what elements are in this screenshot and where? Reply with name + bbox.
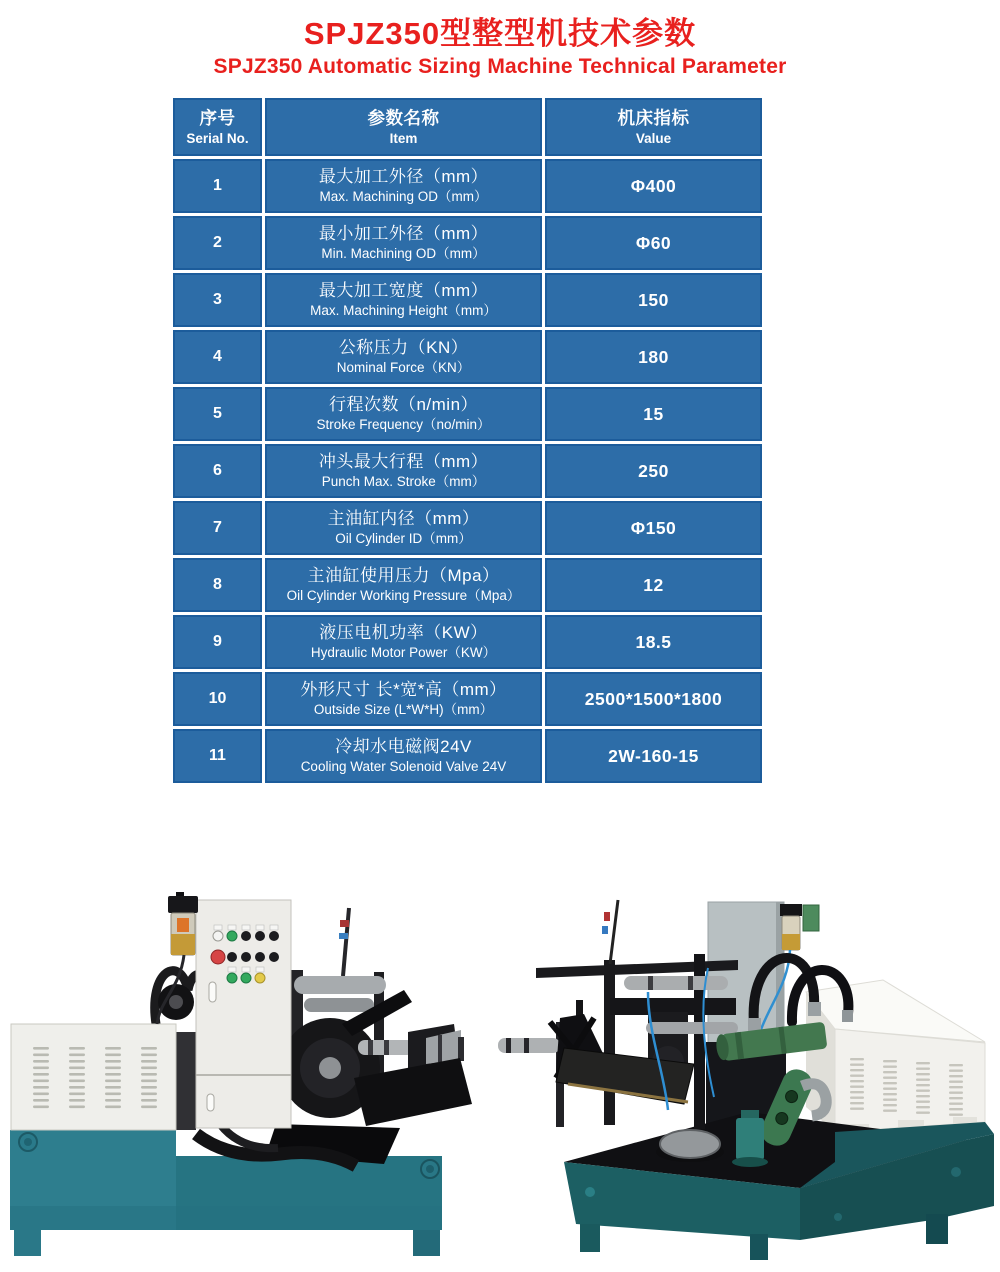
row-8-item-zh: 主油缸使用压力（Mpa）: [307, 566, 500, 586]
door-handle: [209, 982, 216, 1002]
row-10-item-zh: 外形尺寸 长*宽*高（mm）: [300, 680, 507, 700]
tank-bolt: [834, 1213, 842, 1221]
row-1-value: Φ400: [545, 159, 762, 213]
row-7-value: Φ150: [545, 501, 762, 555]
row-1-item: [265, 159, 542, 213]
green-button: [227, 973, 237, 983]
col-header-value-zh: 机床指标: [617, 107, 690, 128]
rear-rod: [339, 908, 349, 976]
control-cabinet: [196, 900, 291, 1128]
row-8-serial: 8: [173, 558, 262, 612]
spec-table: [173, 98, 759, 783]
row-11-item-zh: 冷却水电磁阀24V: [335, 737, 472, 757]
green-button: [227, 931, 237, 941]
emergency-stop-button: [211, 950, 225, 964]
row-5-item-en: Stroke Frequency（no/min）: [316, 417, 491, 433]
row-10-item: [265, 672, 542, 726]
row-10-item-en: Outside Size (L*W*H)（mm）: [313, 702, 494, 718]
row-3-value: 150: [545, 273, 762, 327]
col-header-item-en: Item: [389, 130, 418, 146]
row-11-value: 2W-160-15: [545, 729, 762, 783]
page-header: [0, 0, 1000, 79]
green-button: [241, 973, 251, 983]
row-9-item-en: Hydraulic Motor Power（KW）: [310, 645, 497, 661]
row-9-item: [265, 615, 542, 669]
col-header-serial: [173, 98, 262, 156]
green-bracket: [803, 905, 819, 931]
row-6-item-zh: 冲头最大行程（mm）: [318, 452, 489, 472]
electrical-cabinet: [806, 980, 985, 1132]
row-2-item-en: Min. Machining OD（mm）: [321, 246, 486, 262]
row-3-item-en: Max. Machining Height（mm）: [310, 303, 497, 319]
yellow-button: [255, 973, 265, 983]
machine-photo-right: [498, 872, 998, 1272]
selector-knob: [241, 952, 251, 962]
row-4-item-en: Nominal Force（KN）: [336, 360, 471, 376]
row-4-serial: 4: [173, 330, 262, 384]
row-6-item-en: Punch Max. Stroke（mm）: [321, 474, 486, 490]
rear-gap: [176, 1032, 196, 1130]
row-6-value: 250: [545, 444, 762, 498]
row-1-item-zh: 最大加工外径（mm）: [318, 167, 489, 187]
row-9-serial: 9: [173, 615, 262, 669]
row-8-item: [265, 558, 542, 612]
row-1-serial: 1: [173, 159, 262, 213]
support-disc: [660, 1130, 720, 1158]
machine-foot: [413, 1230, 440, 1256]
frame-machinery: [498, 900, 738, 1162]
row-8-item-en: Oil Cylinder Working Pressure（Mpa）: [286, 588, 521, 604]
white-button: [213, 931, 223, 941]
row-2-serial: 2: [173, 216, 262, 270]
page-title-zh: SPJZ350型整型机技术参数: [303, 16, 697, 51]
row-10-serial: 10: [173, 672, 262, 726]
row-4-item: [265, 330, 542, 384]
selector-knob: [241, 931, 251, 941]
row-4-value: 180: [545, 330, 762, 384]
col-header-value-en: Value: [635, 130, 672, 146]
tank-bolt: [951, 1167, 961, 1177]
machine-foot: [750, 1234, 768, 1260]
selector-knob: [227, 952, 237, 962]
row-7-item-zh: 主油缸内径（mm）: [327, 509, 480, 529]
row-2-item: [265, 216, 542, 270]
col-header-serial-en: Serial No.: [186, 130, 249, 146]
row-11-item-en: Cooling Water Solenoid Valve 24V: [300, 759, 507, 775]
row-6-item: [265, 444, 542, 498]
row-7-serial: 7: [173, 501, 262, 555]
row-5-item-zh: 行程次数（n/min）: [328, 395, 479, 415]
page-title-en: SPJZ350 Automatic Sizing Machine Technical Parameter: [213, 55, 787, 78]
machine-photo-left: [8, 872, 488, 1264]
col-header-item: [265, 98, 542, 156]
coolant-pump: [732, 1110, 768, 1167]
rear-rod: [610, 900, 618, 964]
row-10-value: 2500*1500*1800: [545, 672, 762, 726]
selector-knob: [269, 931, 279, 941]
col-header-item-zh: 参数名称: [367, 107, 440, 128]
row-2-item-zh: 最小加工外径（mm）: [318, 224, 489, 244]
col-header-serial-zh: 序号: [199, 107, 236, 128]
row-3-serial: 3: [173, 273, 262, 327]
row-11-serial: 11: [173, 729, 262, 783]
row-1-item-en: Max. Machining OD（mm）: [319, 189, 488, 205]
row-3-item-zh: 最大加工宽度（mm）: [318, 281, 489, 301]
col-header-value: [545, 98, 762, 156]
selector-knob: [255, 952, 265, 962]
row-5-value: 15: [545, 387, 762, 441]
row-9-item-zh: 液压电机功率（KW）: [319, 623, 488, 643]
row-7-item: [265, 501, 542, 555]
row-11-item: [265, 729, 542, 783]
selector-knob: [255, 931, 265, 941]
row-8-value: 12: [545, 558, 762, 612]
machine-photos: [0, 872, 1000, 1264]
row-2-value: Φ60: [545, 216, 762, 270]
row-5-item: [265, 387, 542, 441]
row-3-item: [265, 273, 542, 327]
selector-knob: [269, 952, 279, 962]
machine-foot: [580, 1224, 600, 1252]
machine-foot: [14, 1230, 41, 1256]
tank-bolt: [585, 1187, 595, 1197]
machine-foot: [926, 1214, 948, 1244]
lubricator: [780, 904, 802, 950]
row-6-serial: 6: [173, 444, 262, 498]
vent-panel: [11, 1024, 176, 1130]
door-handle: [207, 1094, 214, 1111]
row-9-value: 18.5: [545, 615, 762, 669]
row-7-item-en: Oil Cylinder ID（mm）: [335, 531, 472, 547]
row-5-serial: 5: [173, 387, 262, 441]
row-4-item-zh: 公称压力（KN）: [338, 338, 469, 358]
